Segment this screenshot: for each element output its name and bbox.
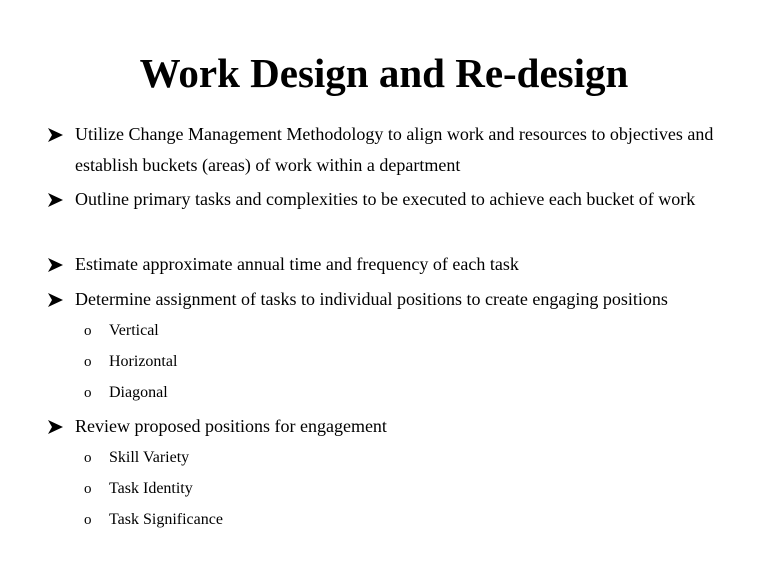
sub-bullet-text: Horizontal (109, 353, 178, 370)
circle-bullet-icon: o (84, 323, 92, 339)
bullet-text: Utilize Change Management Methodology to align work and resources to objectives and establish buckets (areas) of work within a department (75, 124, 714, 175)
bullet-item (48, 411, 728, 442)
sub-bullet-text: Task Identity (109, 480, 193, 497)
sub-bullet-item (84, 448, 684, 468)
bullet-text: Determine assignment of tasks to individual positions to create engaging positions (75, 289, 668, 309)
circle-bullet-icon: o (84, 354, 92, 370)
sub-bullet-item (84, 479, 684, 499)
arrowhead-bullet-icon (48, 119, 64, 150)
circle-bullet-icon: o (84, 512, 92, 528)
bullet-item (48, 284, 728, 315)
sub-bullet-item (84, 321, 684, 341)
bullet-text: Outline primary tasks and complexities to be executed to achieve each bucket of work (75, 189, 696, 209)
sub-bullet-text: Task Significance (109, 511, 223, 528)
bullet-text: Review proposed positions for engagement (75, 416, 387, 436)
sub-bullet-text: Vertical (109, 322, 159, 339)
circle-bullet-icon: o (84, 450, 92, 466)
circle-bullet-icon: o (84, 385, 92, 401)
arrowhead-bullet-icon (48, 411, 64, 442)
sub-bullet-text: Skill Variety (109, 449, 190, 466)
arrowhead-bullet-icon (48, 249, 64, 280)
bullet-text: Estimate approximate annual time and frequency of each task (75, 254, 519, 274)
sub-bullet-text: Diagonal (109, 384, 168, 401)
arrowhead-bullet-icon (48, 184, 64, 215)
bullet-item (48, 119, 728, 181)
sub-bullet-item (84, 383, 684, 403)
bullet-item (48, 249, 728, 280)
bullet-item (48, 184, 728, 215)
circle-bullet-icon: o (84, 481, 92, 497)
arrowhead-bullet-icon (48, 284, 64, 315)
slide-title: Work Design and Re-design (139, 50, 629, 96)
sub-bullet-item (84, 510, 684, 530)
sub-bullet-item (84, 352, 684, 372)
